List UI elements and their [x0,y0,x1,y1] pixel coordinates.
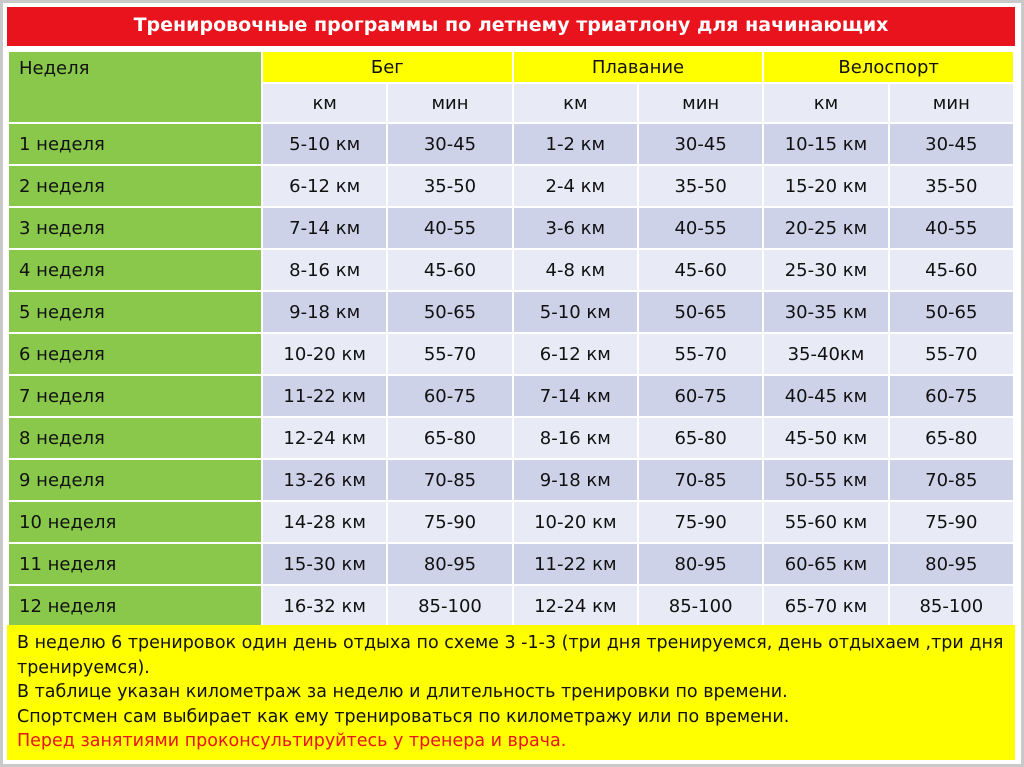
cell-bike-km: 10-15 км [764,124,887,164]
cell-bike-min: 65-80 [890,418,1013,458]
cell-bike-km: 45-50 км [764,418,887,458]
cell-run-min: 75-90 [388,502,511,542]
cell-swim-km: 7-14 км [514,376,637,416]
table-row [9,376,1013,416]
cell-swim-km: 2-4 км [514,166,637,206]
cell-swim-min: 65-80 [639,418,762,458]
cell-bike-min: 60-75 [890,376,1013,416]
unit-header: км [263,84,386,122]
cell-run-min: 80-95 [388,544,511,584]
cell-swim-min: 30-45 [639,124,762,164]
cell-swim-min: 55-70 [639,334,762,374]
table-row [9,124,1013,164]
note-line: В таблице указан километраж за неделю и длительность тренировки по времени. [17,682,788,702]
cell-bike-min: 80-95 [890,544,1013,584]
week-label: 1 неделя [9,124,261,164]
cell-bike-km: 15-20 км [764,166,887,206]
week-label: 2 неделя [9,166,261,206]
page-title: Тренировочные программы по летнему триатлону для начинающих [7,7,1015,46]
cell-bike-min: 35-50 [890,166,1013,206]
cell-run-km: 12-24 км [263,418,386,458]
week-label: 8 неделя [9,418,261,458]
cell-bike-km: 35-40км [764,334,887,374]
unit-header: км [514,84,637,122]
cell-swim-min: 45-60 [639,250,762,290]
cell-swim-km: 8-16 км [514,418,637,458]
cell-bike-km: 65-70 км [764,586,887,626]
cell-run-min: 30-45 [388,124,511,164]
week-label: 5 неделя [9,292,261,332]
cell-swim-min: 50-65 [639,292,762,332]
table-row [9,586,1013,626]
table-row [9,544,1013,584]
cell-bike-min: 70-85 [890,460,1013,500]
cell-run-min: 60-75 [388,376,511,416]
table-row [9,334,1013,374]
sport-header-run: Бег [263,52,512,82]
cell-run-km: 9-18 км [263,292,386,332]
cell-swim-min: 35-50 [639,166,762,206]
cell-run-min: 70-85 [388,460,511,500]
notes-box [7,625,1015,760]
cell-bike-min: 85-100 [890,586,1013,626]
cell-bike-min: 55-70 [890,334,1013,374]
week-label: 6 неделя [9,334,261,374]
cell-swim-min: 60-75 [639,376,762,416]
cell-run-km: 5-10 км [263,124,386,164]
week-label: 4 неделя [9,250,261,290]
unit-header: мин [388,84,511,122]
cell-run-km: 14-28 км [263,502,386,542]
note-line: В неделю 6 тренировок один день отдыха по схеме 3 -1-3 (три дня тренируемся, день отдыхаем ,три дня тренируемся). [17,633,1004,678]
sport-header-row [9,52,1013,82]
table-row [9,166,1013,206]
cell-run-min: 45-60 [388,250,511,290]
cell-run-min: 50-65 [388,292,511,332]
cell-run-km: 8-16 км [263,250,386,290]
sport-header-bike: Велоспорт [764,52,1013,82]
cell-swim-km: 10-20 км [514,502,637,542]
cell-run-km: 7-14 км [263,208,386,248]
cell-swim-min: 40-55 [639,208,762,248]
unit-header: мин [890,84,1013,122]
week-label: 11 неделя [9,544,261,584]
note-line: Спортсмен сам выбирает как ему тренироваться по километражу или по времени. [17,706,790,727]
cell-swim-km: 11-22 км [514,544,637,584]
cell-bike-km: 25-30 км [764,250,887,290]
cell-bike-km: 40-45 км [764,376,887,416]
cell-bike-km: 60-65 км [764,544,887,584]
cell-run-min: 35-50 [388,166,511,206]
cell-run-km: 15-30 км [263,544,386,584]
week-label: 10 неделя [9,502,261,542]
table-row [9,460,1013,500]
table-row [9,208,1013,248]
cell-bike-min: 30-45 [890,124,1013,164]
week-label: 9 неделя [9,460,261,500]
cell-bike-min: 40-55 [890,208,1013,248]
cell-run-km: 11-22 км [263,376,386,416]
table-row [9,292,1013,332]
warning-note: Перед занятиями проконсультируйтесь у тренера и врача. [17,731,567,751]
cell-bike-min: 50-65 [890,292,1013,332]
cell-run-min: 85-100 [388,586,511,626]
cell-swim-min: 80-95 [639,544,762,584]
sport-header-swim: Плавание [514,52,763,82]
cell-run-km: 10-20 км [263,334,386,374]
cell-swim-km: 6-12 км [514,334,637,374]
cell-run-min: 40-55 [388,208,511,248]
cell-bike-km: 55-60 км [764,502,887,542]
cell-swim-km: 5-10 км [514,292,637,332]
week-label: 3 неделя [9,208,261,248]
cell-swim-km: 4-8 км [514,250,637,290]
table-row [9,418,1013,458]
cell-swim-km: 12-24 км [514,586,637,626]
cell-swim-km: 1-2 км [514,124,637,164]
table-row [9,250,1013,290]
cell-swim-km: 3-6 км [514,208,637,248]
unit-header: мин [639,84,762,122]
cell-run-min: 65-80 [388,418,511,458]
cell-run-km: 6-12 км [263,166,386,206]
table-row [9,502,1013,542]
cell-swim-min: 75-90 [639,502,762,542]
cell-bike-min: 45-60 [890,250,1013,290]
cell-run-km: 13-26 км [263,460,386,500]
cell-swim-min: 70-85 [639,460,762,500]
cell-swim-km: 9-18 км [514,460,637,500]
cell-run-km: 16-32 км [263,586,386,626]
cell-bike-km: 20-25 км [764,208,887,248]
cell-swim-min: 85-100 [639,586,762,626]
cell-bike-min: 75-90 [890,502,1013,542]
week-label: 7 неделя [9,376,261,416]
cell-run-min: 55-70 [388,334,511,374]
unit-header: км [764,84,887,122]
week-column-header: Неделя [9,52,261,122]
week-label: 12 неделя [9,586,261,626]
cell-bike-km: 50-55 км [764,460,887,500]
cell-bike-km: 30-35 км [764,292,887,332]
training-table [7,50,1015,628]
